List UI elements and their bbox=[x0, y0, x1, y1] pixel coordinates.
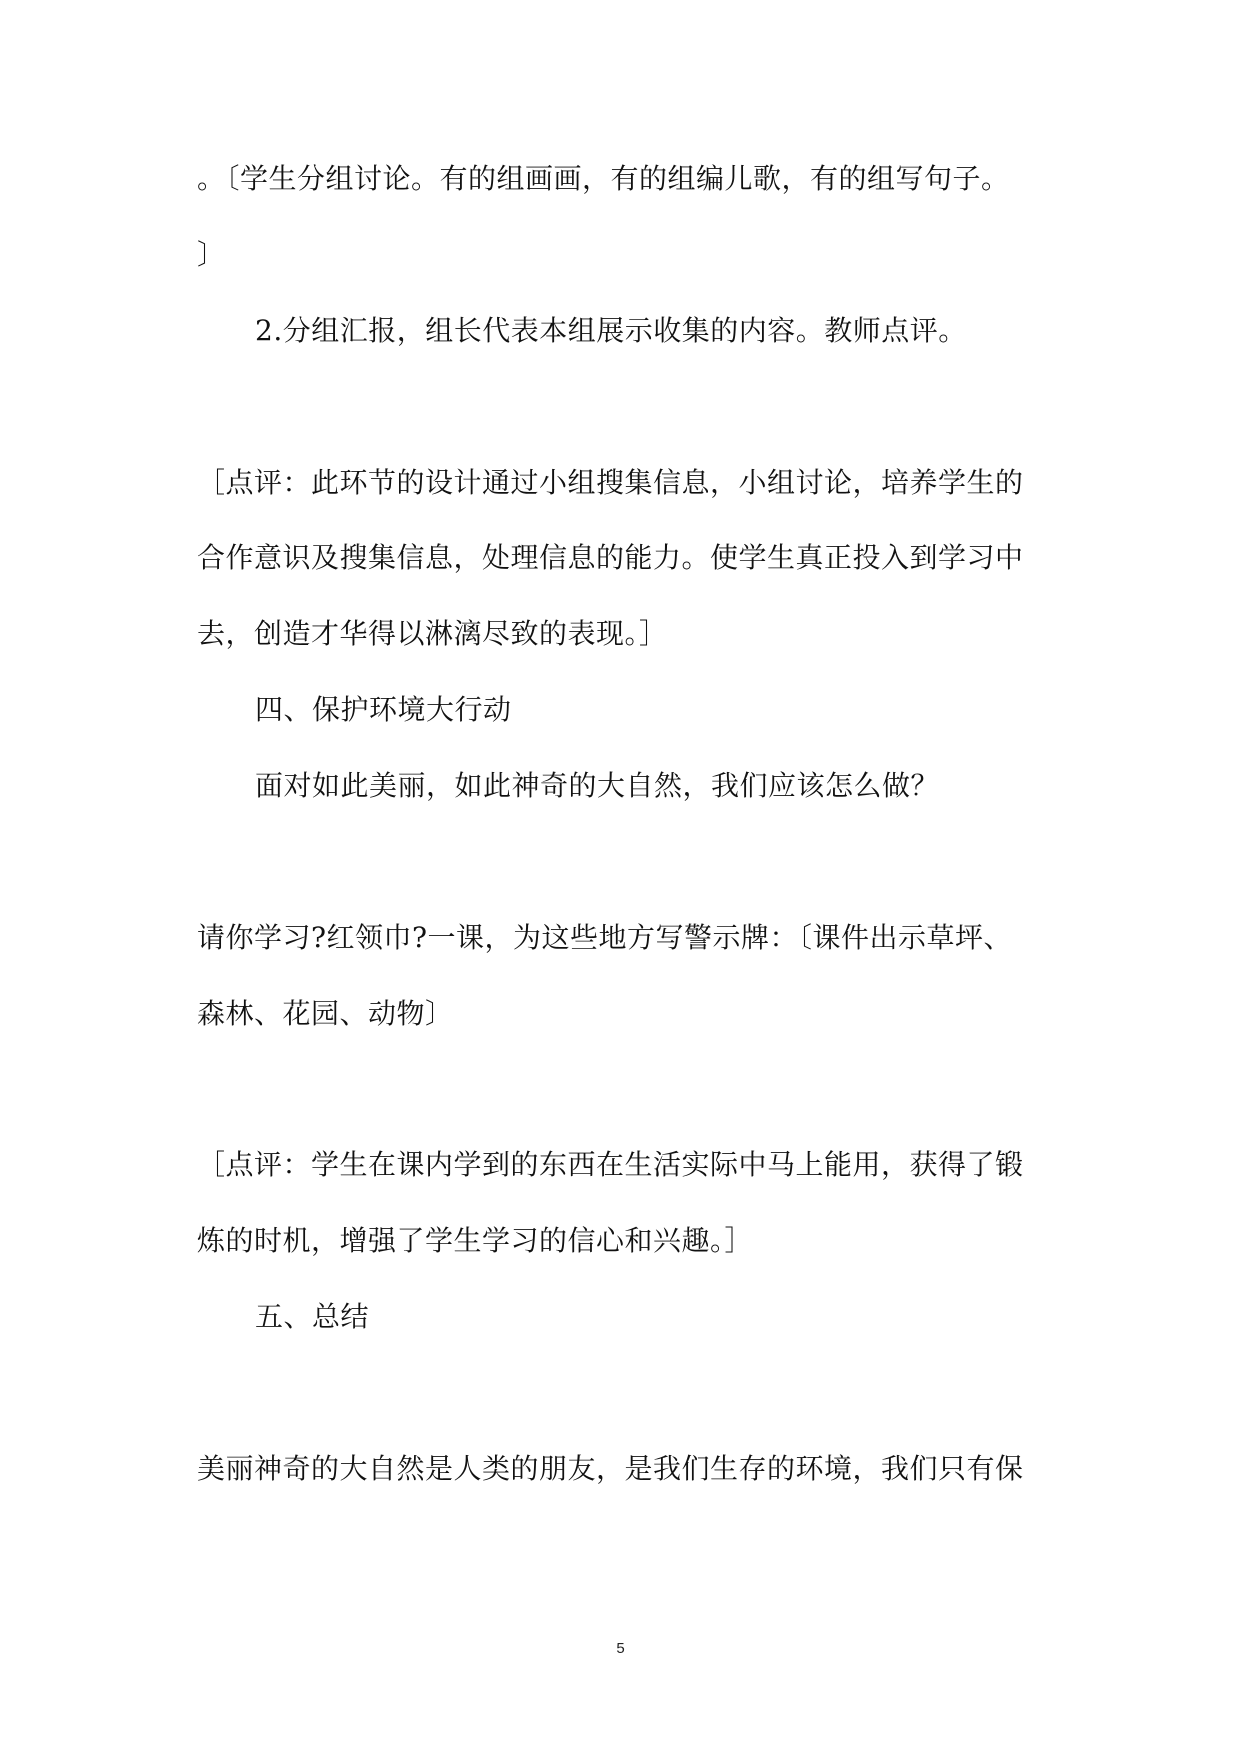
comment-line: 去，创造才华得以淋漓尽致的表现。］ bbox=[197, 617, 668, 650]
comment-line: 炼的时机，增强了学生学习的信心和兴趣。］ bbox=[197, 1224, 754, 1257]
comment-line: ［点评：学生在课内学到的东西在生活实际中马上能用，获得了锻 bbox=[197, 1148, 1024, 1181]
text-line: 请你学习?红领巾?一课，为这些地方写警示牌：〔课件出示草坪、 bbox=[197, 921, 1013, 954]
comment-line: 合作意识及搜集信息，处理信息的能力。使学生真正投入到学习中 bbox=[197, 541, 1024, 574]
comment-line: ［点评：此环节的设计通过小组搜集信息，小组讨论，培养学生的 bbox=[197, 466, 1024, 499]
text-line: 〕 bbox=[197, 238, 226, 271]
page-number: 5 bbox=[616, 1640, 625, 1657]
text-line: 面对如此美丽，如此神奇的大自然，我们应该怎么做？ bbox=[255, 769, 940, 802]
text-line: 美丽神奇的大自然是人类的朋友，是我们生存的环境，我们只有保 bbox=[197, 1452, 1024, 1485]
text-line: 森林、花园、动物〕 bbox=[197, 997, 454, 1030]
section-heading: 四、保护环境大行动 bbox=[255, 693, 512, 726]
section-heading: 五、总结 bbox=[255, 1300, 370, 1333]
text-line: 。〔学生分组讨论。有的组画画，有的组编儿歌，有的组写句子。 bbox=[197, 162, 1010, 195]
text-line: 2.分组汇报，组长代表本组展示收集的内容。教师点评。 bbox=[255, 314, 967, 347]
